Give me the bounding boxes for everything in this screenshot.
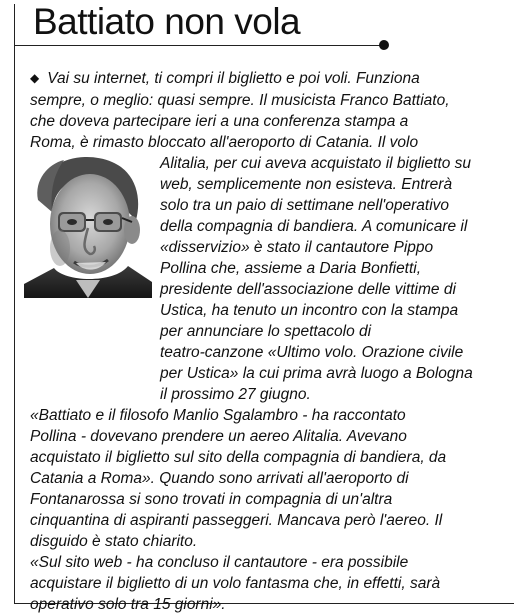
article-line: Alitalia, per cui aveva acquistato il biglietto su <box>160 155 472 172</box>
article-line: ◆ Vai su internet, ti compri il biglietto e poi voli. Funziona <box>30 70 420 87</box>
article-line: cinquantina di aspiranti passeggeri. Mancava però l'aereo. Il <box>30 512 443 529</box>
diamond-bullet-icon: ◆ <box>30 71 40 85</box>
article-line: Fontanarossa si sono trovati in compagnia di un'altra <box>30 491 393 508</box>
article-line: che doveva partecipare ieri a una conferenza stampa a <box>30 113 409 130</box>
article-line: «Sul sito web - ha concluso il cantautore - era possibile <box>30 554 409 571</box>
article-line: teatro-canzone «Ultimo volo. Orazione civile <box>160 344 464 361</box>
article-line: web, semplicemente non esisteva. Entrerà <box>160 176 453 193</box>
article-line: per annunciare lo spettacolo di <box>160 323 372 340</box>
article-line: presidente dell'associazione delle vittime di <box>160 281 456 298</box>
article-body <box>30 68 520 615</box>
frame-left-rule <box>14 4 15 604</box>
article-line: Ustica, ha tenuto un incontro con la stampa <box>160 302 459 319</box>
rule-end-dot-icon <box>379 40 389 50</box>
article-line: operativo solo tra 15 giorni». <box>30 596 226 613</box>
article-line: Pollina che, assieme a Daria Bonfietti, <box>160 260 422 277</box>
article-line: Pollina - dovevano prendere un aereo Alitalia. Avevano <box>30 428 407 445</box>
article-line: sempre, o meglio: quasi sempre. Il musicista Franco Battiato, <box>30 92 450 109</box>
article-line: il prossimo 27 giugno. <box>160 386 311 403</box>
headline-rule <box>14 45 382 46</box>
article-line: disguido è stato chiarito. <box>30 533 198 550</box>
article-line: «disservizio» è stato il cantautore Pippo <box>160 239 434 256</box>
article-line: acquistare il biglietto di un volo fantasma che, in effetti, sarà <box>30 575 441 592</box>
article-line: Roma, è rimasto bloccato all'aeroporto di Catania. Il volo <box>30 134 419 151</box>
article-line: «Battiato e il filosofo Manlio Sgalambro - ha raccontato <box>30 407 406 424</box>
article-line: Catania a Roma». Quando sono arrivati all'aeroporto di <box>30 470 409 487</box>
article-line: della compagnia di bandiera. A comunicare il <box>160 218 468 235</box>
headline: Battiato non vola <box>33 1 301 42</box>
article-line: acquistato il biglietto sul sito della compagnia di bandiera, da <box>30 449 447 466</box>
article-line: solo tra un paio di settimane nell'operativo <box>160 197 450 214</box>
article-line: per Ustica» la cui prima avrà luogo a Bologna <box>160 365 473 382</box>
